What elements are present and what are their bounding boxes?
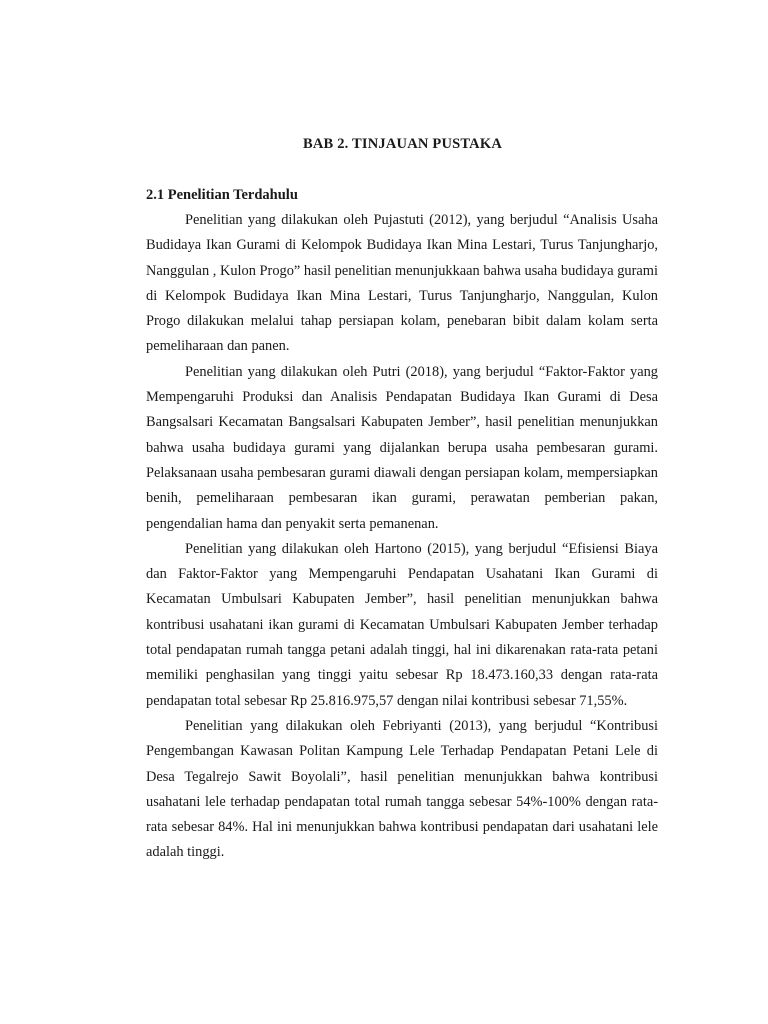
section-heading: 2.1 Penelitian Terdahulu <box>146 187 298 203</box>
body-text <box>146 208 658 866</box>
paragraph-hartono: Penelitian yang dilakukan oleh Hartono (2015), yang berjudul “Efisiensi Biaya dan Faktor-Faktor yang Mempengaruhi Pendapatan Usahatani Ikan Gurami di Kecamatan Umbulsari Kabupaten Jember”, hasil penelitian menunjukkan bahwa kontribusi usahatani ikan gurami di Kecamatan Umbulsari Kabupaten Jember terhadap total pendapatan rumah tangga petani adalah tinggi, hal ini dikarenakan rata-rata petani memiliki penghasilan yang tinggi yaitu sebesar Rp 18.473.160,33 dengan rata-rata pendapatan total sebesar Rp 25.816.975,57 dengan nilai kontribusi sebesar 71,55%. <box>146 540 658 709</box>
paragraph-febriyanti: Penelitian yang dilakukan oleh Febriyanti (2013), yang berjudul “Kontribusi Pengembangan Kawasan Politan Kampung Lele Terhadap Pendapatan Petani Lele di Desa Tegalrejo Sawit Boyolali”, hasil penelitian menunjukkan bahwa kontribusi usahatani lele terhadap pendapatan total rumah tangga sebesar 54%-100% dengan rata-rata sebesar 84%. Hal ini menunjukkan bahwa kontribusi pendapatan dari usahatani lele adalah tinggi. <box>146 717 658 861</box>
paragraph-pujastuti: Penelitian yang dilakukan oleh Pujastuti (2012), yang berjudul “Analisis Usaha Budidaya Ikan Gurami di Kelompok Budidaya Ikan Mina Lestari, Turus Tanjungharjo, Nanggulan , Kulon Progo” hasil penelitian menunjukkaan bahwa usaha budidaya gurami di Kelompok Budidaya Ikan Mina Lestari, Turus Tanjungharjo, Nanggulan, Kulon Progo dilakukan melalui tahap persiapan kolam, penebaran bibit dalam kolam serta pemeliharaan dan panen. <box>146 212 658 355</box>
paragraph-putri: Penelitian yang dilakukan oleh Putri (2018), yang berjudul “Faktor-Faktor yang Mempengaruhi Produksi dan Analisis Pendapatan Budidaya Ikan Gurami di Desa Bangsalsari Kecamatan Bangsalsari Kabupaten Jember”, hasil penelitian menunjukkan bahwa usaha budidaya gurami yang dijalankan berupa usaha pembesaran gurami. Pelaksanaan usaha pembesaran gurami diawali dengan persiapan kolam, mempersiapkan benih, pemeliharaan pembesaran ikan gurami, perawatan pemberian pakan, pengendalian hama dan penyakit serta pemanenan. <box>146 363 658 532</box>
chapter-title: BAB 2. TINJAUAN PUSTAKA <box>302 136 503 152</box>
